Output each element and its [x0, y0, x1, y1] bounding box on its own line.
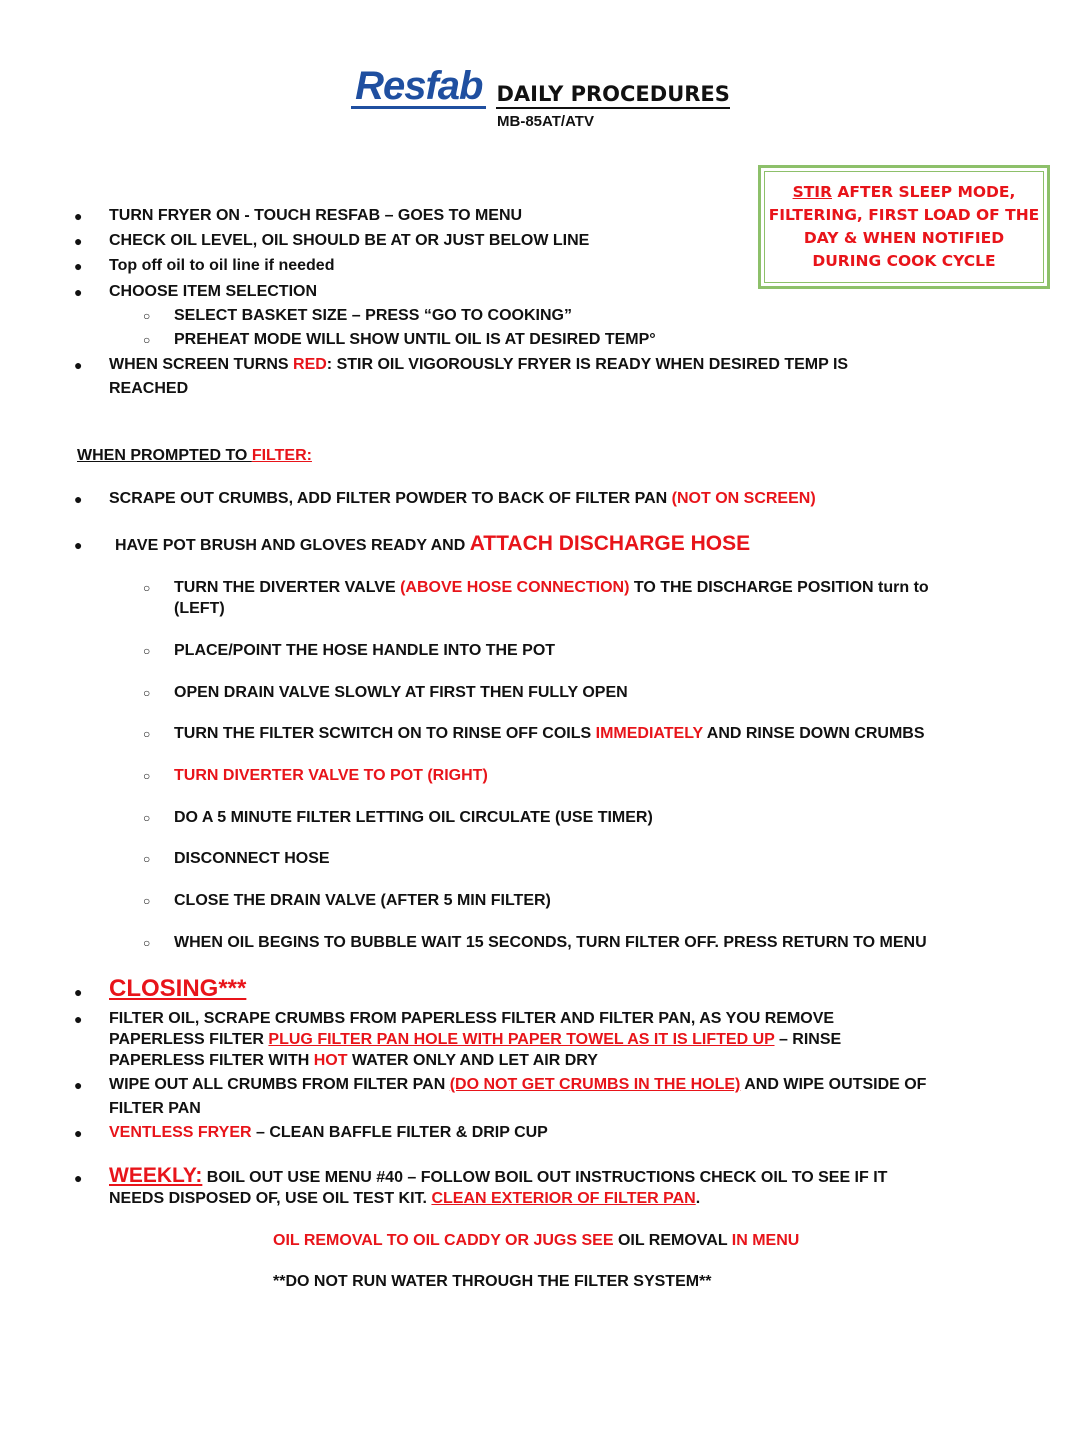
- filter-sub-9: WHEN OIL BEGINS TO BUBBLE WAIT 15 SECONDS, TURN FILTER OFF. PRESS RETURN TO MENU: [174, 934, 927, 951]
- filter-sub-7: DISCONNECT HOSE: [174, 850, 330, 867]
- sub-bullet-icon: ○: [143, 894, 151, 908]
- startup-sub-1: SELECT BASKET SIZE – PRESS “GO TO COOKING”: [174, 307, 572, 324]
- filter-sub-6: DO A 5 MINUTE FILTER LETTING OIL CIRCULATE (USE TIMER): [174, 809, 653, 826]
- filter-sub-1-cont: (LEFT): [174, 600, 225, 617]
- closing-item-1-line-2: PAPERLESS FILTER PLUG FILTER PAN HOLE WITH PAPER TOWEL AS IT IS LIFTED UP – RINSE: [109, 1031, 842, 1048]
- bullet-icon: ●: [74, 537, 83, 553]
- notice-line-1: AFTER SLEEP MODE,: [832, 183, 1016, 201]
- notice-line-3: DAY & WHEN NOTIFIED: [803, 229, 1005, 247]
- filter-sub-5: TURN DIVERTER VALVE TO POT (RIGHT): [174, 767, 488, 784]
- bullet-icon: ●: [74, 1125, 83, 1141]
- stir-notice-box: [758, 165, 1050, 289]
- startup-item-1: TURN FRYER ON - TOUCH RESFAB – GOES TO MENU: [109, 207, 523, 224]
- model-number: MB-85AT/ATV: [497, 113, 594, 130]
- sub-bullet-icon: ○: [143, 769, 151, 783]
- closing-item-2: WIPE OUT ALL CRUMBS FROM FILTER PAN (DO NOT GET CRUMBS IN THE HOLE) AND WIPE OUTSIDE OF: [109, 1076, 927, 1093]
- stir-notice-text: [764, 171, 1044, 283]
- bullet-icon: ●: [74, 1170, 83, 1186]
- filter-step-2: HAVE POT BRUSH AND GLOVES READY AND ATTACH DISCHARGE HOSE: [115, 532, 751, 555]
- startup-sub-2: PREHEAT MODE WILL SHOW UNTIL OIL IS AT DESIRED TEMP°: [174, 331, 656, 348]
- bullet-icon: ●: [74, 1011, 83, 1027]
- bullet-icon: ●: [74, 284, 83, 300]
- water-warning: **DO NOT RUN WATER THROUGH THE FILTER SYSTEM**: [273, 1273, 712, 1290]
- oil-removal-note: OIL REMOVAL TO OIL CADDY OR JUGS SEE OIL REMOVAL IN MENU: [273, 1232, 800, 1249]
- resfab-logo: Resfab: [351, 66, 486, 109]
- document-header: [0, 66, 1081, 130]
- filter-step-1: SCRAPE OUT CRUMBS, ADD FILTER POWDER TO BACK OF FILTER PAN (NOT ON SCREEN): [109, 490, 816, 507]
- sub-bullet-icon: ○: [143, 727, 151, 741]
- startup-item-3: Top off oil to oil line if needed: [109, 257, 335, 274]
- filter-sub-3: OPEN DRAIN VALVE SLOWLY AT FIRST THEN FULLY OPEN: [174, 684, 628, 701]
- closing-item-4: WEEKLY: BOIL OUT USE MENU #40 – FOLLOW BOIL OUT INSTRUCTIONS CHECK OIL TO SEE IF IT: [109, 1164, 888, 1187]
- filter-sub-4: TURN THE FILTER SCWITCH ON TO RINSE OFF COILS IMMEDIATELY AND RINSE DOWN CRUMBS: [174, 725, 925, 742]
- stir-word: STIR: [792, 183, 833, 201]
- bullet-icon: ●: [74, 233, 83, 249]
- closing-item-4-cont: NEEDS DISPOSED OF, USE OIL TEST KIT. CLEAN EXTERIOR OF FILTER PAN.: [109, 1190, 701, 1207]
- filter-sub-1: TURN THE DIVERTER VALVE (ABOVE HOSE CONNECTION) TO THE DISCHARGE POSITION turn to: [174, 579, 929, 596]
- startup-item-4: CHOOSE ITEM SELECTION: [109, 283, 318, 300]
- notice-line-2: FILTERING, FIRST LOAD OF THE: [768, 206, 1040, 224]
- filter-heading: WHEN PROMPTED TO FILTER:: [77, 447, 312, 464]
- sub-bullet-icon: ○: [143, 309, 151, 323]
- closing-item-3: VENTLESS FRYER – CLEAN BAFFLE FILTER & DRIP CUP: [109, 1124, 548, 1141]
- closing-item-2-cont: FILTER PAN: [109, 1100, 201, 1117]
- notice-line-4: DURING COOK CYCLE: [812, 252, 996, 270]
- sub-bullet-icon: ○: [143, 581, 151, 595]
- startup-item-5-cont: REACHED: [109, 380, 189, 397]
- sub-bullet-icon: ○: [143, 686, 151, 700]
- sub-bullet-icon: ○: [143, 852, 151, 866]
- sub-bullet-icon: ○: [143, 333, 151, 347]
- bullet-icon: ●: [74, 491, 83, 507]
- filter-sub-2: PLACE/POINT THE HOSE HANDLE INTO THE POT: [174, 642, 556, 659]
- bullet-icon: ●: [74, 1077, 83, 1093]
- closing-item-1: FILTER OIL, SCRAPE CRUMBS FROM PAPERLESS FILTER AND FILTER PAN, AS YOU REMOVE: [109, 1010, 835, 1027]
- startup-item-5: WHEN SCREEN TURNS RED: STIR OIL VIGOROUSLY FRYER IS READY WHEN DESIRED TEMP IS: [109, 356, 849, 373]
- bullet-icon: ●: [74, 357, 83, 373]
- page-title: DAILY PROCEDURES: [496, 82, 729, 109]
- bullet-icon: ●: [74, 258, 83, 274]
- sub-bullet-icon: ○: [143, 936, 151, 950]
- filter-sub-8: CLOSE THE DRAIN VALVE (AFTER 5 MIN FILTER): [174, 892, 551, 909]
- closing-heading: CLOSING***: [109, 975, 247, 1002]
- bullet-icon: ●: [74, 984, 83, 1000]
- startup-item-2: CHECK OIL LEVEL, OIL SHOULD BE AT OR JUST BELOW LINE: [109, 232, 590, 249]
- sub-bullet-icon: ○: [143, 644, 151, 658]
- closing-item-1-line-3: PAPERLESS FILTER WITH HOT WATER ONLY AND LET AIR DRY: [109, 1052, 598, 1069]
- sub-bullet-icon: ○: [143, 811, 151, 825]
- title-row: [351, 66, 730, 109]
- bullet-icon: ●: [74, 208, 83, 224]
